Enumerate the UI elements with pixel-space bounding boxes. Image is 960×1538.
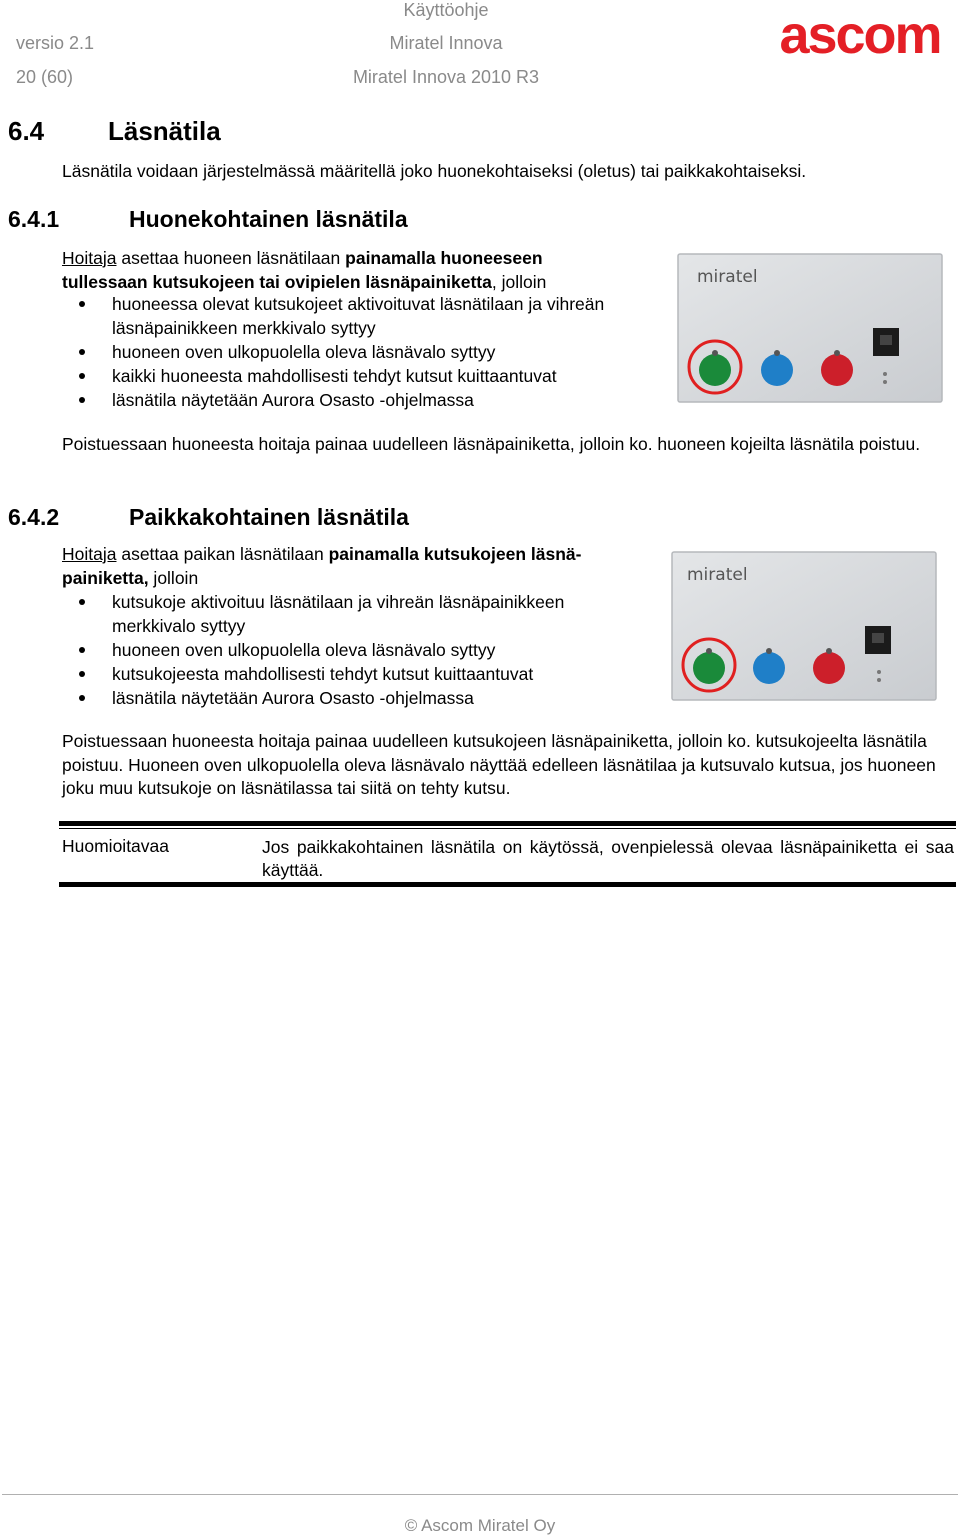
miratel-brand-label: miratel <box>687 565 748 585</box>
list-item: läsnätila näytetään Aurora Osasto -ohjelmassa <box>62 686 642 710</box>
note-text: Jos paikkakohtainen läsnätila on käytössä, ovenpielessä olevaa läsnäpainiketta ei saa käyttää. <box>262 837 954 880</box>
list-item: huoneessa olevat kutsukojeet aktivoituvat läsnätilaan ja vihreän läsnäpainikkeen merkkivalo syttyy <box>62 292 674 340</box>
note-top-rule <box>59 821 956 826</box>
subsection-2-lead <box>62 543 652 590</box>
doc-version: versio 2.1 <box>16 33 95 53</box>
footer-divider <box>2 1494 958 1495</box>
subsection-1-after: Poistuessaan huoneesta hoitaja painaa uudelleen läsnäpainiketta, jolloin ko. huoneen kojeilta läsnätila poistuu. <box>62 434 921 454</box>
subsection-1-bullets <box>62 292 674 412</box>
note-top-rule-thin <box>59 828 956 829</box>
call-unit-image <box>669 548 939 704</box>
subsection-2-title: Paikkakohtainen läsnätila <box>129 504 409 530</box>
subsection-1-lead <box>62 247 622 294</box>
list-item: huoneen oven ulkopuolella oleva läsnävalo syttyy <box>62 638 642 662</box>
product-name: Miratel Innova <box>389 33 503 53</box>
lead-actor: Hoitaja <box>62 248 117 268</box>
subsection-1-heading <box>8 206 408 233</box>
page-number: 20 (60) <box>16 67 74 87</box>
section-title: Läsnätila <box>108 116 221 146</box>
lead-bold: painamalla huoneeseen tullessaan kutsukojeen tai ovipielen läsnäpainiketta <box>62 248 543 292</box>
ascom-logo-text: ascom <box>779 10 941 62</box>
call-unit-image <box>675 250 945 406</box>
doc-type: Käyttöohje <box>403 0 489 20</box>
list-item: kutsukojeesta mahdollisesti tehdyt kutsut kuittaantuvat <box>62 662 642 686</box>
subsection-2-heading <box>8 504 409 531</box>
subsection-2-bullets <box>62 590 642 710</box>
subsection-1-number: 6.4.1 <box>8 206 60 232</box>
lead-actor: Hoitaja <box>62 544 117 564</box>
miratel-brand-label: miratel <box>697 267 758 287</box>
section-heading <box>8 116 221 147</box>
list-item: kutsukoje aktivoituu läsnätilaan ja vihreän läsnäpainikkeen merkkivalo syttyy <box>62 590 642 638</box>
lead-bold: painamalla kutsukojeen läsnä-painiketta, <box>62 544 582 588</box>
note-label: Huomioitavaa <box>62 836 169 856</box>
subsection-2-after: Poistuessaan huoneesta hoitaja painaa uudelleen kutsukojeen läsnäpainiketta, jolloin ko. kutsukojeelta läsnätila poistuu. Huoneen oven ulkopuolella oleva läsnävalo näyttää edelleen läsnätilaa ja kutsuvalo kutsua, jos huoneen joku muu kutsukoje on läsnätilassa tai siitä on tehty kutsu. <box>62 731 936 798</box>
subsection-1-title: Huonekohtainen läsnätila <box>129 206 408 232</box>
lead-text: asettaa paikan läsnätilaan <box>116 544 329 564</box>
list-item: kaikki huoneesta mahdollisesti tehdyt kutsut kuittaantuvat <box>62 364 674 388</box>
lead-text: asettaa huoneen läsnätilaan <box>116 248 346 268</box>
list-item: huoneen oven ulkopuolella oleva läsnävalo syttyy <box>62 340 674 364</box>
note-bottom-rule <box>59 882 956 887</box>
list-item: läsnätila näytetään Aurora Osasto -ohjelmassa <box>62 388 674 412</box>
subsection-2-number: 6.4.2 <box>8 504 60 530</box>
lead-text-end: jolloin <box>148 567 199 588</box>
footer-copyright: © Ascom Miratel Oy <box>404 1516 556 1535</box>
lead-text-end: , jolloin <box>491 271 547 292</box>
ascom-logo <box>762 10 958 62</box>
section-intro: Läsnätila voidaan järjestelmässä määritellä joko huonekohtaiseksi (oletus) tai paikkakohtaiseksi. <box>62 161 807 181</box>
product-release: Miratel Innova 2010 R3 <box>352 67 540 87</box>
section-number: 6.4 <box>8 116 45 146</box>
